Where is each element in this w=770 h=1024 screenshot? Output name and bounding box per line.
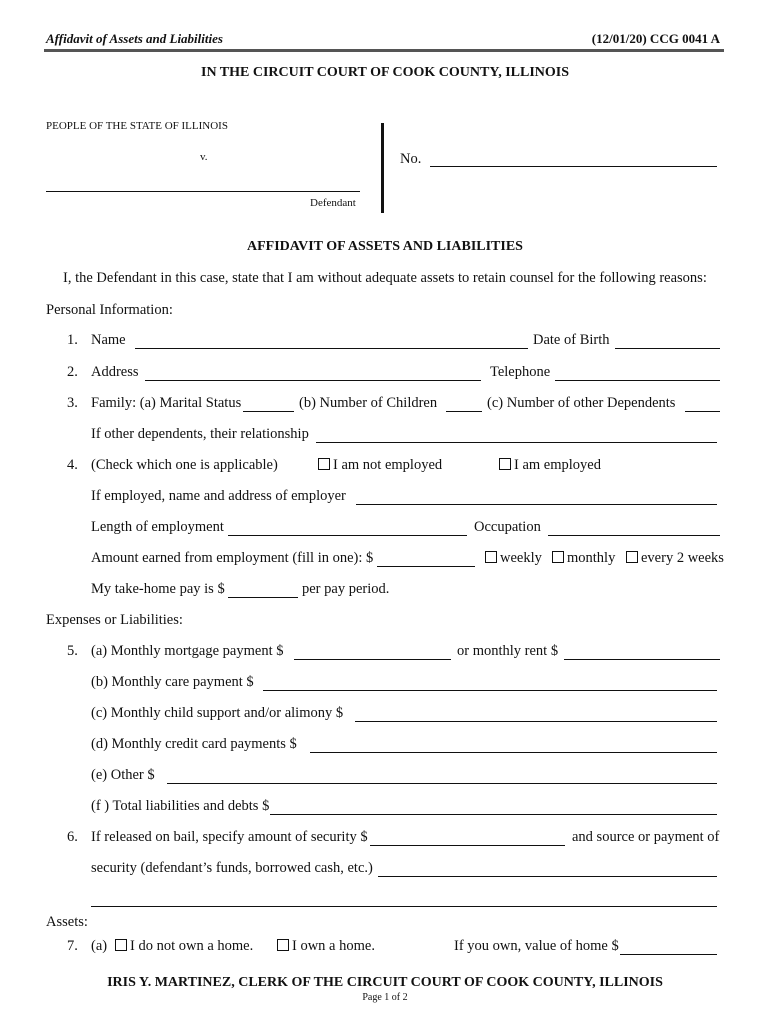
monthly-label: monthly (567, 550, 616, 566)
total-liabilities-field[interactable] (270, 814, 717, 815)
employer-label: If employed, name and address of employer (91, 488, 346, 504)
weekly-label: weekly (500, 550, 542, 566)
item-number: 7. (67, 938, 78, 954)
assets-heading: Assets: (46, 914, 88, 930)
home-value-field[interactable] (620, 954, 717, 955)
check-instruction: (Check which one is applicable) (91, 457, 278, 473)
clerk-footer: IRIS Y. MARTINEZ, CLERK OF THE CIRCUIT COURT OF COOK COUNTY, ILLINOIS (107, 975, 663, 990)
telephone-label: Telephone (490, 364, 551, 380)
intro-statement: I, the Defendant in this case, state that I am without adequate assets to retain counsel for the following reasons: (63, 270, 707, 286)
item-number: 6. (67, 829, 78, 845)
takehome-field[interactable] (228, 597, 298, 598)
security-field-continued[interactable] (91, 906, 717, 907)
marital-status-field[interactable] (243, 411, 294, 412)
caption-divider (381, 123, 384, 213)
credit-card-field[interactable] (310, 752, 717, 753)
item-number: 5. (67, 643, 78, 659)
name-label: Name (91, 332, 126, 348)
employer-field[interactable] (356, 504, 717, 505)
rent-label: or monthly rent $ (457, 643, 559, 659)
not-employed-option[interactable] (318, 457, 442, 474)
own-home-option[interactable] (277, 938, 375, 955)
defendant-name-field[interactable] (46, 191, 360, 192)
security-field[interactable] (378, 876, 717, 877)
child-support-field[interactable] (355, 721, 717, 722)
checkbox-icon[interactable] (626, 551, 638, 563)
item-number: 1. (67, 332, 78, 348)
address-field[interactable] (145, 380, 481, 381)
children-label: (b) Number of Children (299, 395, 438, 411)
caption-defendant-label: Defendant (310, 197, 356, 209)
header-form-name: Affidavit of Assets and Liabilities (46, 31, 223, 46)
occupation-label: Occupation (474, 519, 541, 535)
employed-label: I am employed (514, 457, 601, 473)
address-label: Address (91, 364, 139, 380)
relationship-field[interactable] (316, 442, 717, 443)
bail-amount-field[interactable] (370, 845, 565, 846)
checkbox-icon[interactable] (499, 458, 511, 470)
amount-earned-field[interactable] (377, 566, 475, 567)
marital-status-label: Family: (a) Marital Status (91, 395, 242, 411)
telephone-field[interactable] (555, 380, 720, 381)
page-number: Page 1 of 2 (362, 992, 408, 1003)
dob-label: Date of Birth (533, 332, 610, 348)
bail-source-label: and source or payment of (572, 829, 720, 845)
no-home-option[interactable] (115, 938, 253, 955)
care-payment-field[interactable] (263, 690, 717, 691)
security-label: security (defendant’s funds, borrowed cash, etc.) (91, 860, 373, 876)
expenses-heading: Expenses or Liabilities: (46, 612, 183, 628)
checkbox-icon[interactable] (277, 939, 289, 951)
every-2-weeks-option[interactable] (626, 550, 724, 567)
relationship-label: If other dependents, their relationship (91, 426, 309, 442)
item-number: 2. (67, 364, 78, 380)
children-field[interactable] (446, 411, 482, 412)
case-no-field[interactable] (430, 166, 717, 167)
other-expense-label: (e) Other $ (91, 767, 155, 783)
bail-label: If released on bail, specify amount of security $ (91, 829, 368, 845)
occupation-field[interactable] (548, 535, 720, 536)
personal-heading: Personal Information: (46, 302, 173, 318)
amount-earned-label: Amount earned from employment (fill in one): $ (91, 550, 374, 566)
takehome-label: My take-home pay is $ (91, 581, 225, 597)
child-support-label: (c) Monthly child support and/or alimony $ (91, 705, 344, 721)
home-value-label: If you own, value of home $ (454, 938, 619, 954)
checkbox-icon[interactable] (115, 939, 127, 951)
checkbox-icon[interactable] (552, 551, 564, 563)
name-field[interactable] (135, 348, 528, 349)
other-dependents-label: (c) Number of other Dependents (487, 395, 676, 411)
header-form-code: (12/01/20) CCG 0041 A (591, 31, 720, 46)
mortgage-field[interactable] (294, 659, 451, 660)
length-field[interactable] (228, 535, 467, 536)
care-payment-label: (b) Monthly care payment $ (91, 674, 254, 690)
mortgage-label: (a) Monthly mortgage payment $ (91, 643, 284, 659)
dob-field[interactable] (615, 348, 720, 349)
header-rule (44, 49, 724, 52)
total-liabilities-label: (f ) Total liabilities and debts $ (91, 798, 270, 814)
credit-card-label: (d) Monthly credit card payments $ (91, 736, 297, 752)
employed-option[interactable] (499, 457, 601, 474)
every-2-weeks-label: every 2 weeks (641, 550, 724, 566)
checkbox-icon[interactable] (485, 551, 497, 563)
item-number: 3. (67, 395, 78, 411)
assets-a-label: (a) (91, 938, 108, 954)
no-home-label: I do not own a home. (130, 938, 254, 954)
other-dependents-field[interactable] (685, 411, 720, 412)
own-home-label: I own a home. (292, 938, 375, 954)
item-number: 4. (67, 457, 78, 473)
court-title: IN THE CIRCUIT COURT OF COOK COUNTY, ILLINOIS (201, 65, 569, 80)
monthly-option[interactable] (552, 550, 615, 567)
weekly-option[interactable] (485, 550, 542, 567)
case-no-label: No. (400, 151, 422, 167)
caption-people: PEOPLE OF THE STATE OF ILLINOIS (46, 120, 228, 132)
per-pay-period-label: per pay period. (302, 581, 390, 597)
checkbox-icon[interactable] (318, 458, 330, 470)
other-expense-field[interactable] (167, 783, 717, 784)
form-title: AFFIDAVIT OF ASSETS AND LIABILITIES (247, 239, 523, 254)
caption-versus: v. (200, 151, 208, 163)
not-employed-label: I am not employed (333, 457, 443, 473)
rent-field[interactable] (564, 659, 720, 660)
length-label: Length of employment (91, 519, 224, 535)
